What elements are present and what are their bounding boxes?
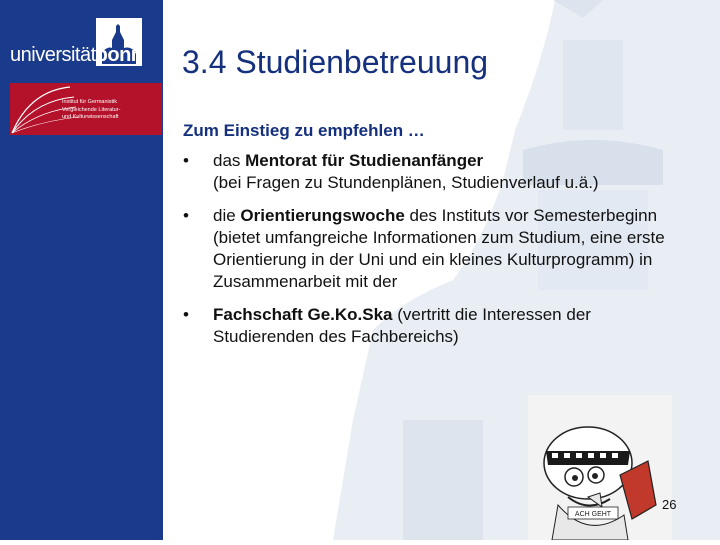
list-item: • die Orientierungswoche des Instituts vor Semesterbeginn (bietet umfangreiche Informationen zum Studium, eine erste Orientierung in der Uni und ein kleines Kulturprogramm) in Zusammenarbeit mit der bbox=[183, 206, 665, 291]
sidebar bbox=[0, 0, 163, 540]
section-subtitle: Zum Einstieg zu empfehlen … bbox=[183, 121, 425, 140]
institute-logo bbox=[10, 83, 162, 135]
page-number: 26 bbox=[662, 497, 677, 512]
bullet-icon: • bbox=[183, 305, 189, 324]
mascot-image bbox=[528, 395, 672, 540]
mascot-icon bbox=[528, 395, 672, 540]
bullet-list bbox=[183, 150, 683, 359]
list-item: • das Mentorat für Studienanfänger (bei Fragen zu Stundenplänen, Studienverlauf u.ä.) bbox=[183, 151, 599, 192]
university-wordmark: universitätbonn bbox=[10, 44, 143, 66]
university-logo bbox=[0, 0, 163, 78]
page-title: 3.4 Studienbetreuung bbox=[182, 44, 489, 80]
bullet-icon: • bbox=[183, 151, 189, 170]
list-item: • Fachschaft Ge.Ko.Ska (vertritt die Interessen der Studierenden des Fachbereichs) bbox=[183, 305, 591, 346]
mascot-banner-text: ACH GEHT bbox=[574, 511, 612, 518]
institute-name: Institut für Germanistik Vergleichende Literatur- und Kulturwissenschaft bbox=[62, 99, 121, 120]
bullet-icon: • bbox=[183, 206, 189, 225]
